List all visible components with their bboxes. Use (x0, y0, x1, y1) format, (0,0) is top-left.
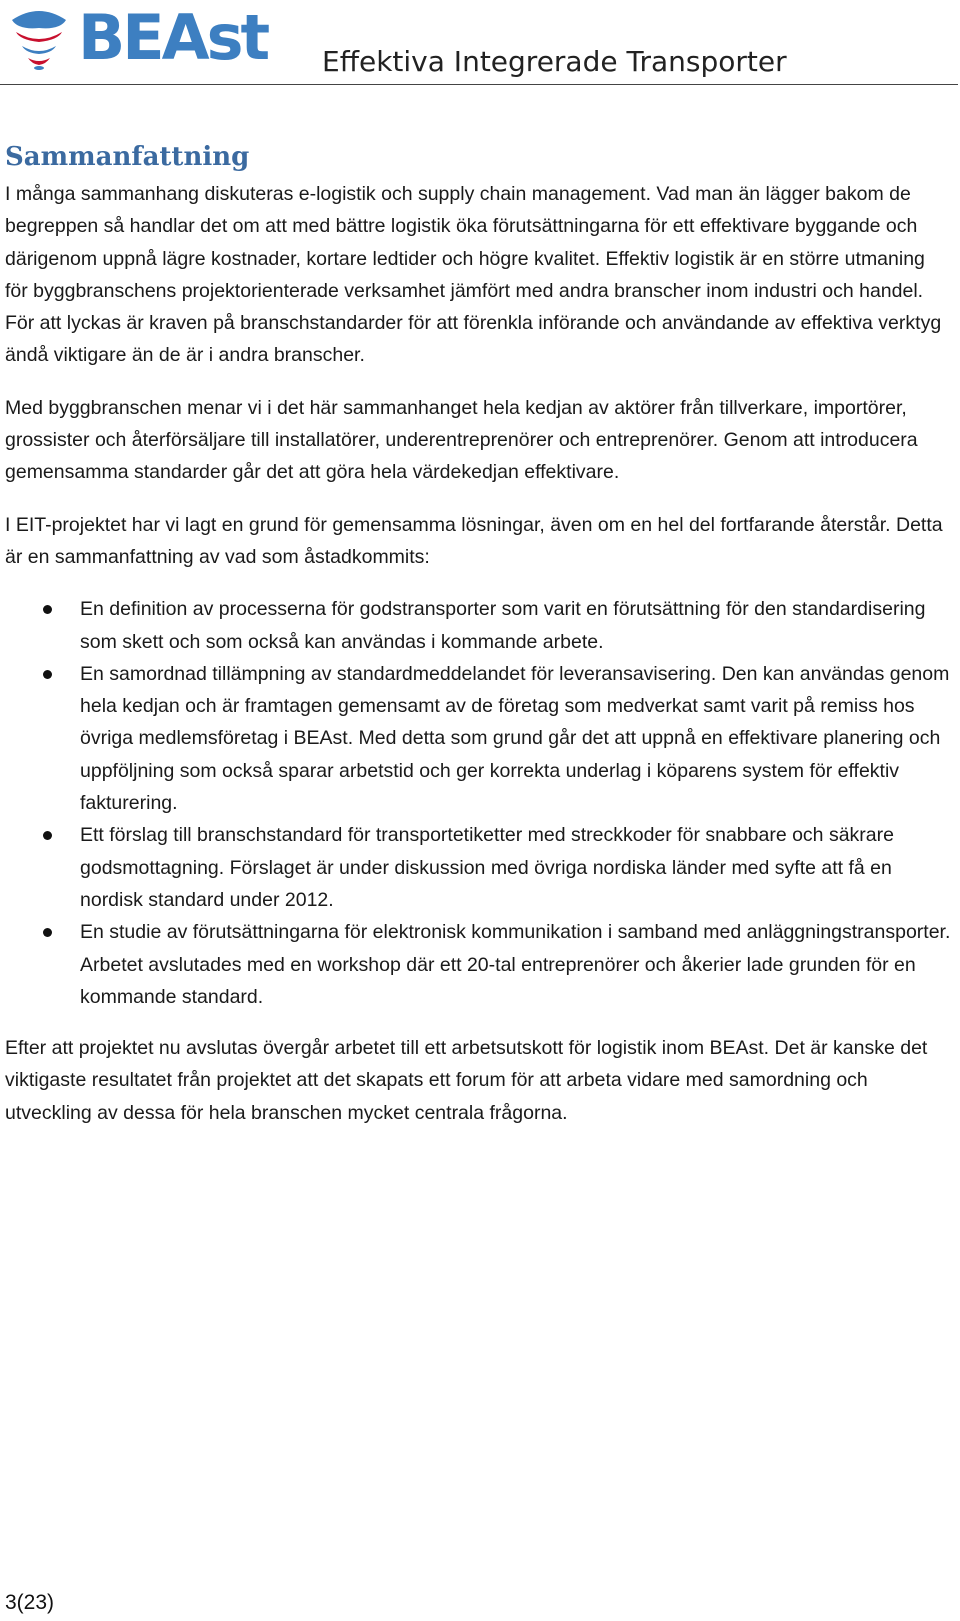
beast-logo-icon (6, 6, 72, 70)
bullet-icon (43, 928, 52, 937)
list-item (5, 916, 953, 1013)
page-header (0, 0, 960, 86)
bullet-icon (43, 831, 52, 840)
bullet-icon (43, 605, 52, 614)
list-item-text: Ett förslag till branschstandard för transportetiketter med streckkoder för snabbare och säkrare godsmottagning. Förslaget är under diskussion med övriga nordiska länder med syfte att få en nordisk standard under 2012. (80, 824, 894, 911)
bullet-icon (43, 670, 52, 679)
list-item (5, 593, 953, 658)
header-divider (0, 84, 958, 85)
page-number: 3(23) (5, 1591, 55, 1614)
paragraph-closing: Efter att projektet nu avslutas övergår arbetet till ett arbetsutskott för logistik inom BEAst. Det är kanske det viktigaste resultatet från projektet att det skapats ett forum för att arbeta vidare med samordning och utveckling av dessa för hela branschen mycket centrala frågorna. (5, 1037, 928, 1124)
achievements-list (5, 593, 953, 1013)
list-item-text: En definition av processerna för godstransporter som varit en förutsättning för den standardisering som skett och som också kan användas i kommande arbete. (80, 598, 926, 653)
list-item-text: En samordnad tillämpning av standardmeddelandet för leveransavisering. Den kan användas genom hela kedjan och är framtagen gemensamt av de företag som medverkat samt varit på remiss hos övriga medlemsföretag i BEAst. Med detta som grund går det att uppnå en effektivare planering och uppföljning som också sparar arbetstid och ger korrekta underlag i köparens system för effektiv fakturering. (80, 662, 950, 815)
logo-text: BEAst (78, 1, 268, 74)
paragraph-industry: Med byggbranschen menar vi i det här sammanhanget hela kedjan av aktörer från tillverkare, importörer, grossister och återförsäljare till installatörer, underentreprenörer och entreprenörer. Genom att introducera gemensamma standarder går det att göra hela värdekedjan effektivare. (5, 396, 918, 484)
beast-logo (6, 1, 268, 74)
header-title: Effektiva Integrerade Transporter (322, 45, 787, 78)
list-item (5, 658, 953, 819)
paragraph-project: I EIT-projektet har vi lagt en grund för gemensamma lösningar, även om en hel del fortfarande återstår. Detta är en sammanfattning av vad som åstadkommits: (5, 513, 943, 568)
section-heading: Sammanfattning (5, 142, 250, 172)
document-body (5, 140, 953, 1149)
list-item (5, 819, 953, 916)
list-item-text: En studie av förutsättningarna för elektronisk kommunikation i samband med anläggningstransporter. Arbetet avslutades med en workshop där ett 20-tal entreprenörer och åkerier lade grunden för en kommande standard. (80, 921, 951, 1008)
paragraph-intro: I många sammanhang diskuteras e-logistik och supply chain management. Vad man än lägger bakom de begreppen så handlar det om att med bättre logistik öka förutsättningarna för ett effektivare byggande och därigenom uppnå lägre kostnader, kortare ledtider och högre kvalitet. Effektiv logistik är en större utmaning för byggbranschens projektorienterade verksamhet jämfört med andra branscher inom industri och handel. För att lyckas är kraven på branschstandarder för att förenkla införande och användande av effektiva verktyg ändå viktigare än de är i andra branscher. (5, 183, 942, 367)
